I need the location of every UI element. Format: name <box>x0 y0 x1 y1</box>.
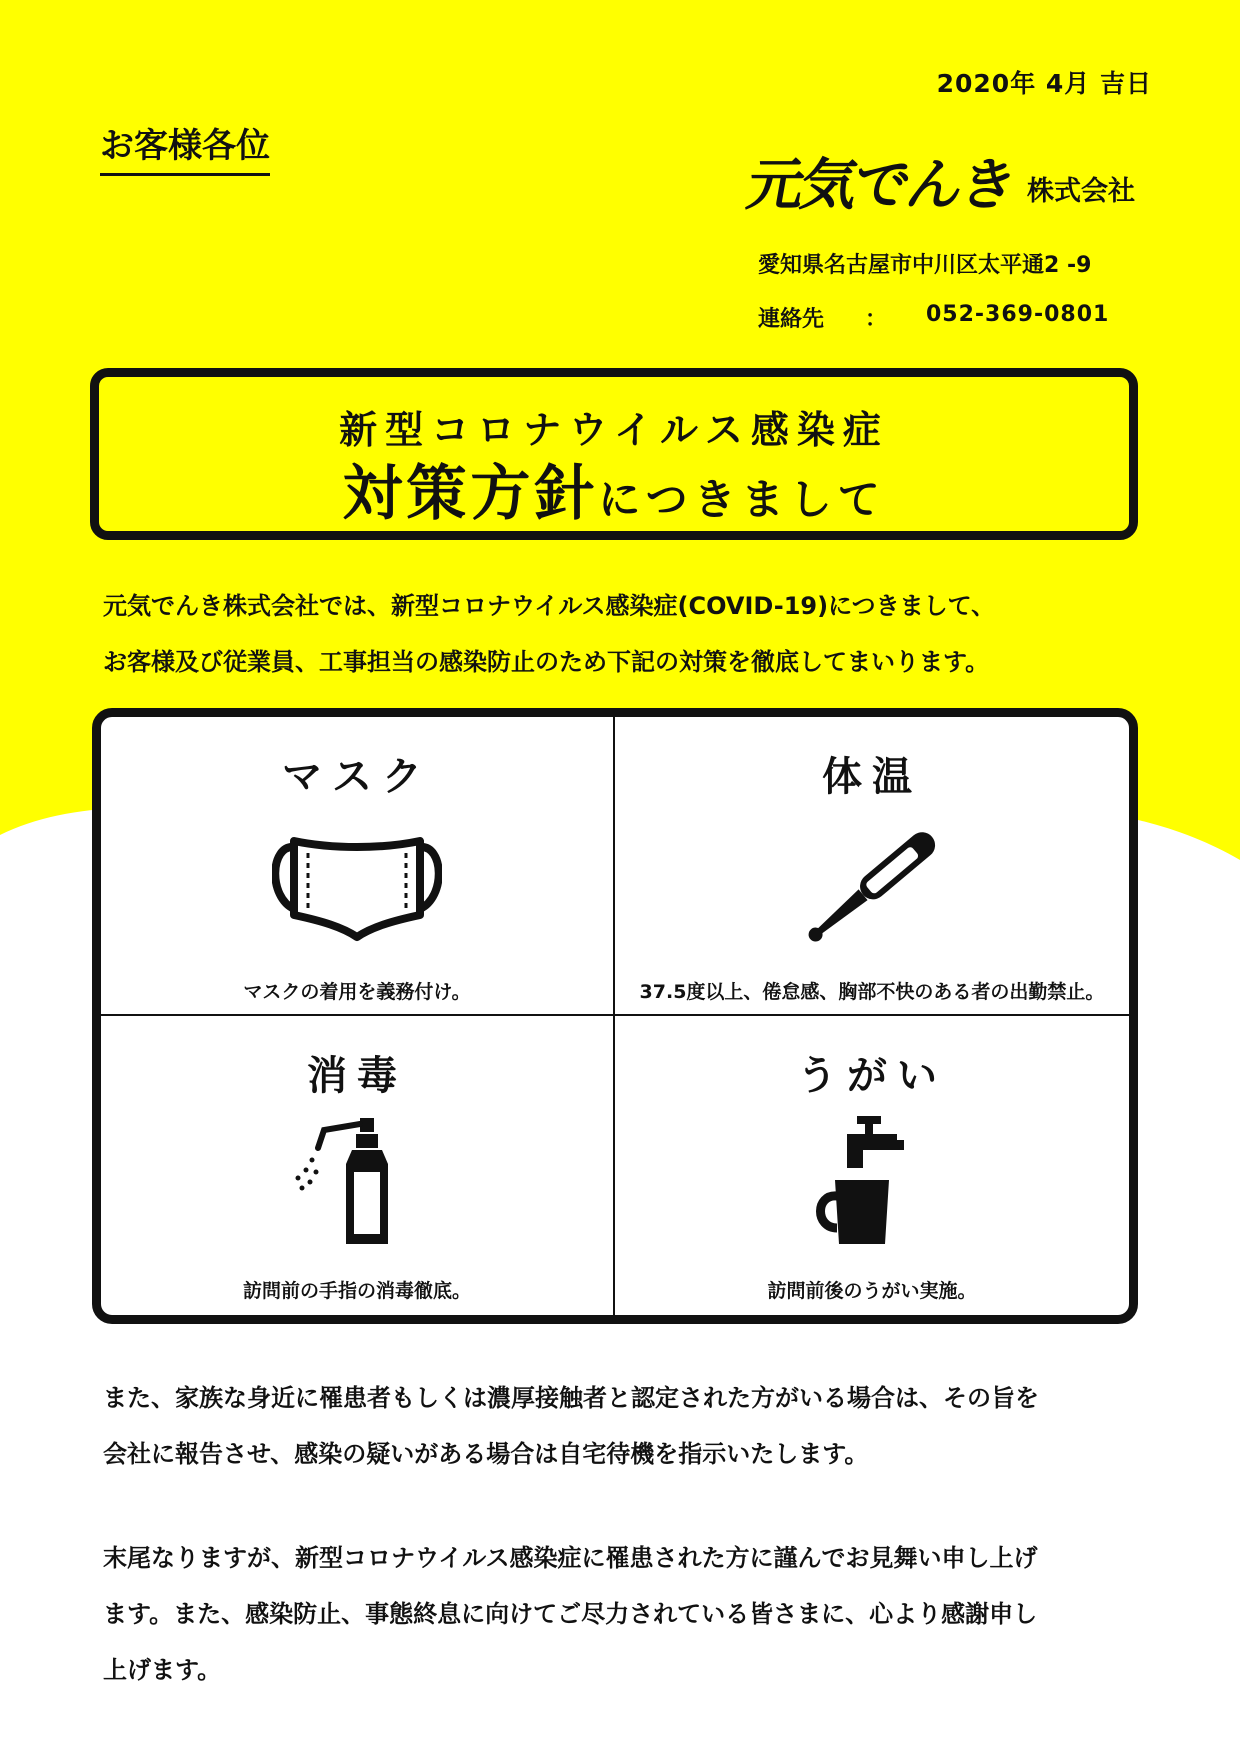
issue-date: 2020年 4月 吉日 <box>936 69 1152 98</box>
title-emphasis: 対策方針 <box>342 459 599 529</box>
intro-line-2: お客様及び従業員、工事担当の感染防止のため下記の対策を徹底してまいります。 <box>103 648 990 676</box>
paragraph-line: 上げます。 <box>103 1656 222 1684</box>
contact-separator: ： <box>864 307 887 332</box>
mask-icon <box>272 817 442 947</box>
title-line-2 <box>99 459 1129 529</box>
measure-caption: 訪問前の手指の消毒徹底。 <box>242 1280 471 1302</box>
family-notice-paragraph <box>103 1370 1163 1482</box>
title-suffix: につきまして <box>598 475 886 524</box>
measure-caption: 訪問前後のうがい実施。 <box>767 1280 977 1302</box>
phone-number: 052-369-0801 <box>926 302 1110 327</box>
addressee: お客様各位 <box>100 118 270 176</box>
paragraph-line: ます。また、感染防止、事態終息に向けてご尽力されている皆さまに、心より感謝申し <box>103 1600 1038 1628</box>
measure-title: うがい <box>797 1053 947 1099</box>
measure-title: 消毒 <box>307 1053 407 1099</box>
measures-grid <box>92 708 1138 1324</box>
measure-title: 体温 <box>822 754 922 800</box>
sanitizer-spray-icon <box>272 1116 442 1246</box>
paragraph-line: また、家族な身近に罹患者もしくは濃厚接触者と認定された方がいる場合は、その旨を <box>103 1384 1039 1412</box>
measure-caption: 37.5度以上、倦怠感、胸部不快のある者の出勤禁止。 <box>639 981 1105 1003</box>
measure-gargle <box>615 1016 1129 1315</box>
company-address: 愛知県名古屋市中川区太平通2 -9 <box>758 253 1092 278</box>
logo-suffix: 株式会社 <box>1027 176 1135 207</box>
intro-text <box>103 578 1163 690</box>
paragraph-line: 末尾なりますが、新型コロナウイルス感染症に罹患された方に謹んでお見舞い申し上げ <box>103 1544 1038 1572</box>
closing-paragraph <box>103 1530 1163 1698</box>
measure-temperature <box>615 717 1129 1016</box>
intro-line-1: 元気でんき株式会社では、新型コロナウイルス感染症(COVID-19)につきまして、 <box>103 592 996 620</box>
logo-wordmark: 元気でんき <box>742 153 1019 218</box>
thermometer-icon <box>787 817 957 947</box>
company-contact <box>758 302 1109 333</box>
measure-disinfection <box>101 1016 615 1315</box>
contact-label: 連絡先 <box>758 307 825 332</box>
measure-title: マスク <box>282 754 432 800</box>
title-box <box>90 368 1138 540</box>
paragraph-line: 会社に報告させ、感染の疑いがある場合は自宅待機を指示いたします。 <box>103 1440 869 1468</box>
company-logo <box>742 153 1135 218</box>
gargle-faucet-icon <box>787 1116 957 1246</box>
measure-mask <box>101 717 615 1016</box>
title-line-1: 新型コロナウイルス感染症 <box>339 408 889 452</box>
measure-caption: マスクの着用を義務付け。 <box>243 981 471 1003</box>
